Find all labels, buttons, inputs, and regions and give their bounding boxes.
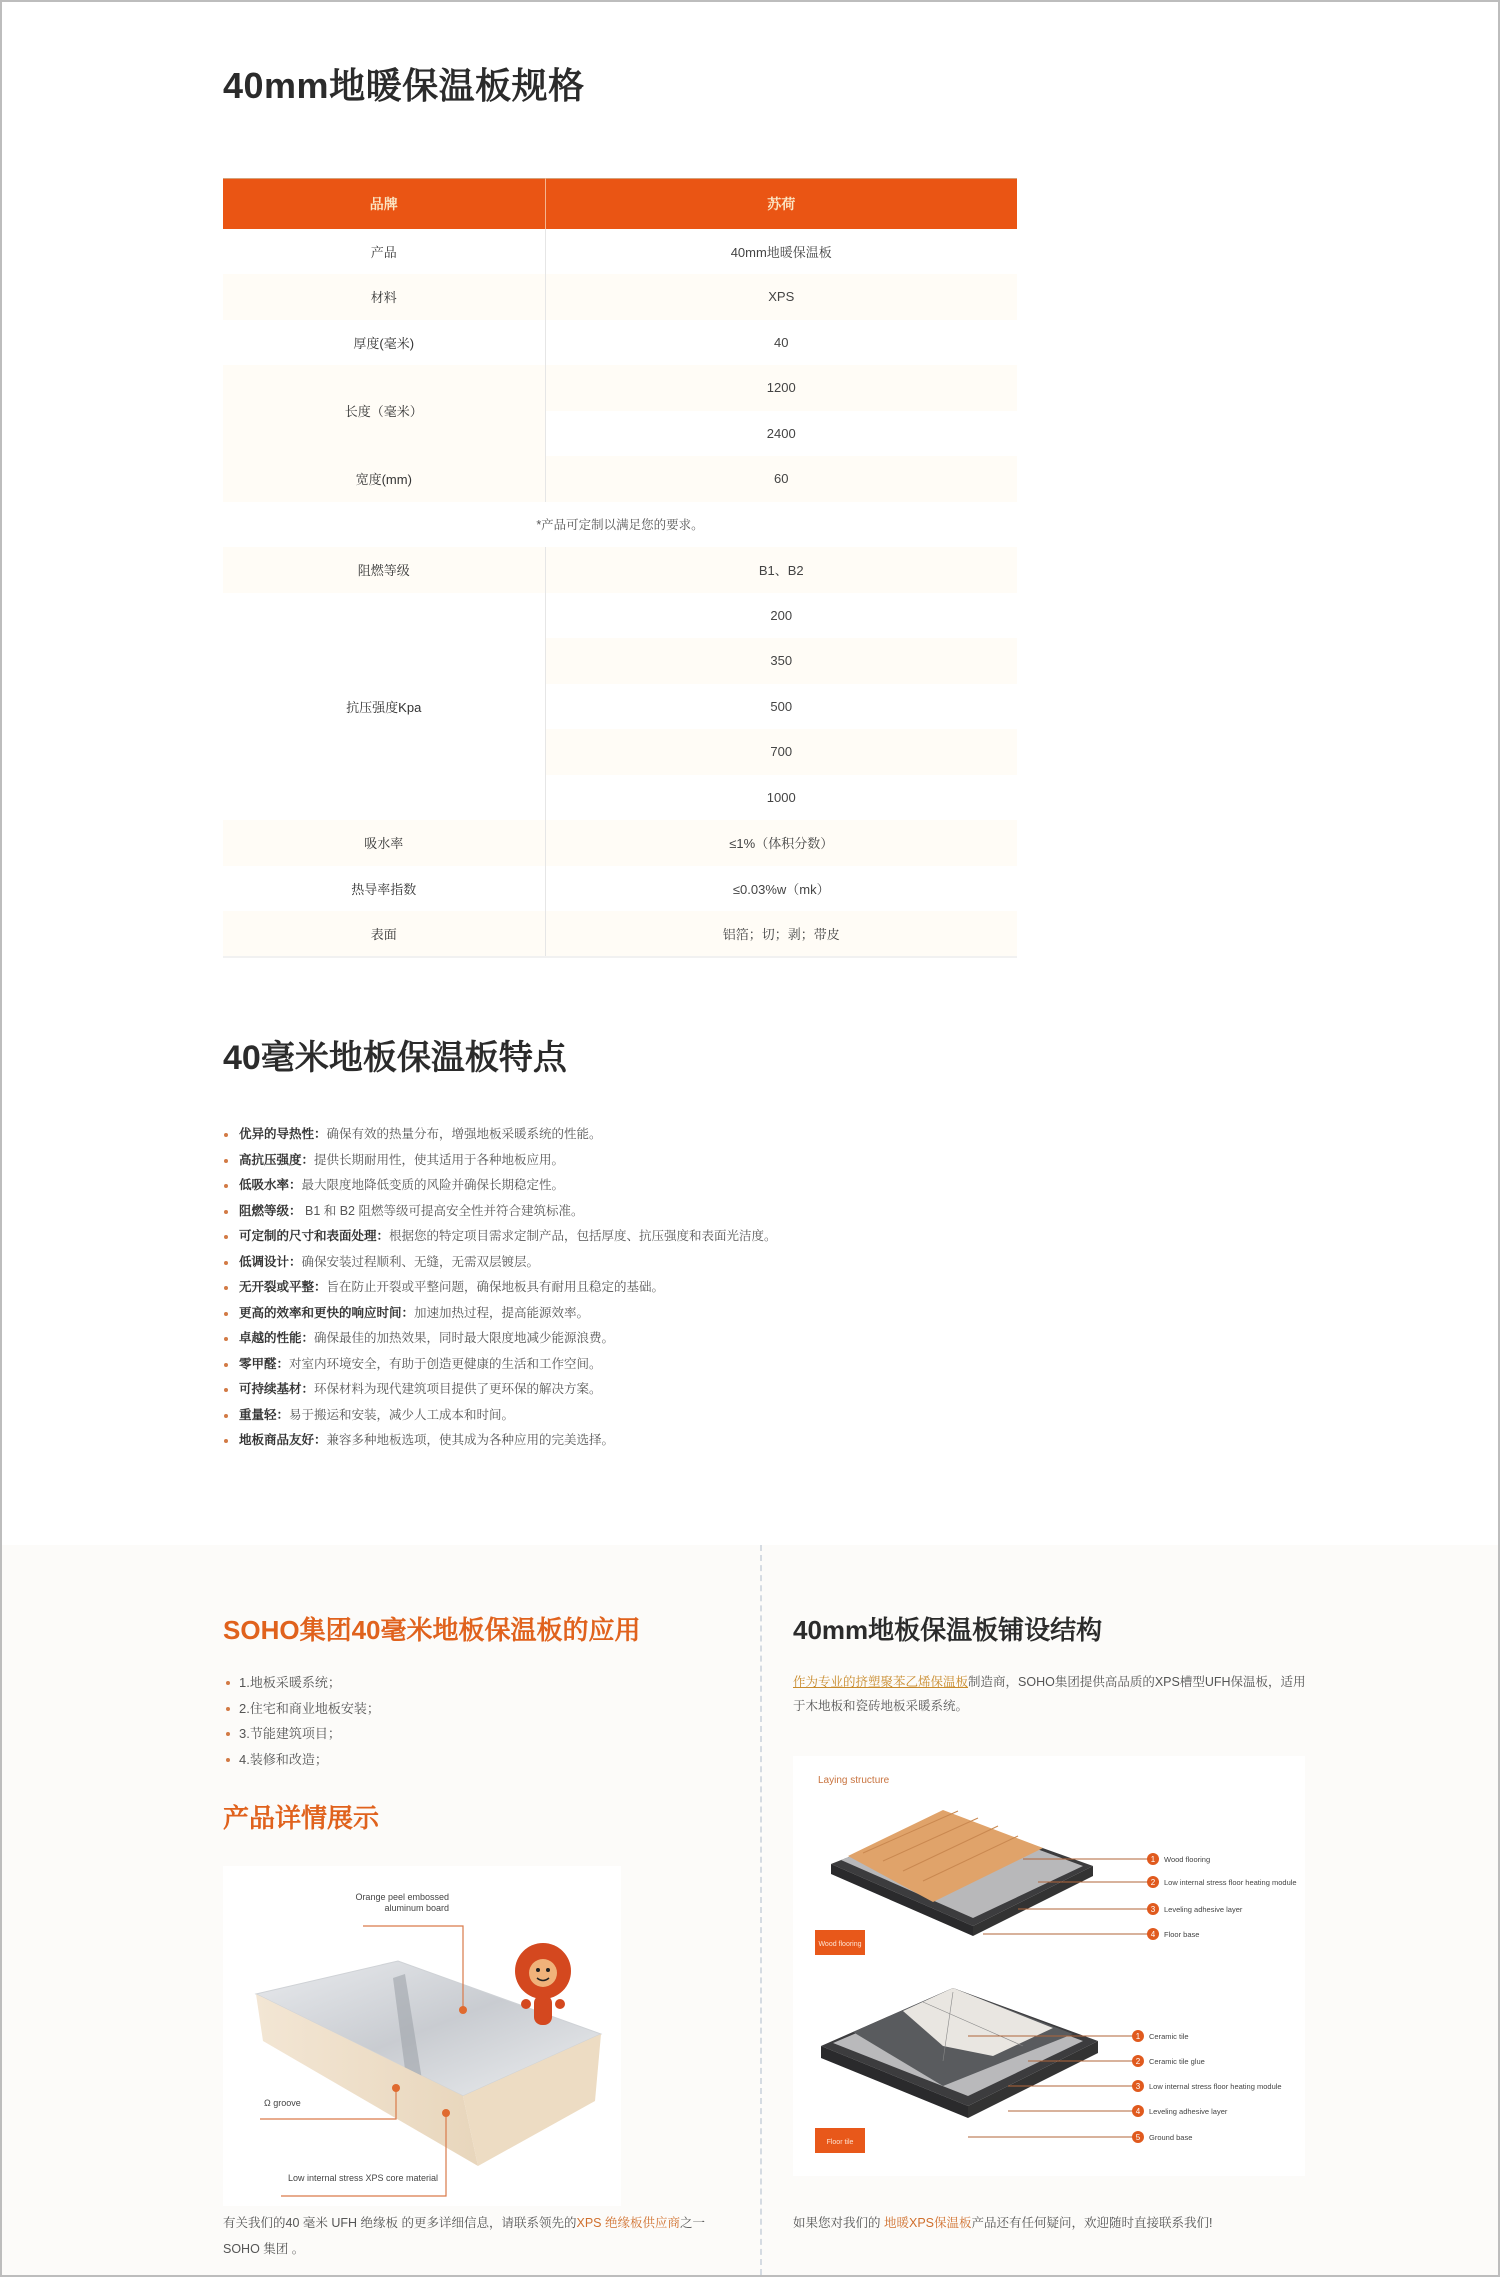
- row-value: 1200: [545, 365, 1017, 411]
- insulation-board-illustration: [223, 1866, 621, 2206]
- feature-item: [223, 1199, 1023, 1225]
- table-note-row: [223, 502, 1017, 548]
- svg-text:2: 2: [1150, 1878, 1156, 1887]
- feature-desc: 环保材料为现代建筑项目提供了更环保的解决方案。: [314, 1382, 602, 1396]
- underfloor-xps-board-link[interactable]: 地暖XPS保温板: [883, 2216, 972, 2230]
- application-item: 1.地板采暖系统；: [223, 1670, 380, 1696]
- table-row: [223, 320, 1017, 366]
- row-label: 阻燃等级: [223, 547, 545, 593]
- product-detail-title: 产品详情展示: [223, 1803, 380, 1833]
- svg-text:Ceramic tile glue: Ceramic tile glue: [1149, 2057, 1205, 2066]
- feature-term: 低调设计：: [239, 1254, 302, 1269]
- feature-term: 卓越的性能：: [239, 1331, 315, 1345]
- table-row: [223, 229, 1017, 275]
- feature-item: [223, 1173, 1023, 1199]
- feature-item: [223, 1250, 1023, 1276]
- row-label: 产品: [223, 229, 545, 275]
- row-value: ≤0.03%w（mk）: [732, 881, 830, 897]
- row-value: 铝箔；切；剥；带皮: [545, 911, 1017, 957]
- feature-item: [223, 1224, 1023, 1250]
- feature-desc: 确保最佳的加热效果，同时最大限度地减少能源浪费。: [314, 1331, 615, 1345]
- svg-text:1: 1: [1150, 1855, 1156, 1864]
- feature-item: [223, 1403, 1023, 1429]
- application-item: 4.装修和改造；: [223, 1747, 380, 1773]
- svg-text:Floor tile: Floor tile: [826, 2139, 854, 2146]
- spec-table: [223, 178, 1017, 958]
- feature-desc: B1 和 B2 阻燃等级可提高安全性并符合建筑标准。: [301, 1203, 584, 1218]
- svg-text:Low internal stress XPS core m: Low internal stress XPS core material: [287, 2173, 438, 2183]
- customization-note: *产品可定制以满足您的要求。: [223, 502, 1017, 548]
- feature-term: 优异的导热性：: [239, 1127, 327, 1141]
- row-label: 长度（毫米）: [223, 365, 545, 456]
- feature-item: [223, 1428, 1023, 1454]
- row-value: 350: [545, 638, 1017, 684]
- svg-text:3: 3: [1135, 2082, 1141, 2091]
- svg-text:Low internal stress floor heat: Low internal stress floor heating module: [1164, 1878, 1297, 1887]
- svg-text:4: 4: [1135, 2107, 1141, 2116]
- row-label: 抗压强度Kpa: [223, 593, 545, 821]
- header-brand: 品牌: [223, 179, 545, 229]
- table-row: [223, 593, 1017, 639]
- xps-board-link[interactable]: 作为专业的挤塑聚苯乙烯保温板: [793, 1675, 969, 1689]
- svg-text:1: 1: [1135, 2032, 1141, 2041]
- laying-structure-desc: 作为专业的挤塑聚苯乙烯保温板制造商，SOHO集团提供高品质的XPS槽型UFH保温板，适用于木地板和瓷砖地板采暖系统。: [793, 1675, 1306, 1713]
- feature-item: [223, 1275, 1023, 1301]
- feature-item: [223, 1352, 1023, 1378]
- row-value: 2400: [766, 425, 796, 441]
- table-row: [223, 820, 1017, 866]
- application-item: 3.节能建筑项目；: [223, 1721, 380, 1747]
- table-row: [223, 911, 1017, 957]
- feature-term: 地板商品友好：: [239, 1433, 327, 1447]
- svg-text:Low internal stress floor heat: Low internal stress floor heating module: [1149, 2082, 1282, 2091]
- feature-term: 零甲醛：: [239, 1356, 290, 1371]
- svg-text:Wood flooring: Wood flooring: [1164, 1855, 1211, 1864]
- svg-text:3: 3: [1150, 1905, 1156, 1914]
- row-value: 40mm地暖保温板: [730, 244, 832, 260]
- laying-structure-title: 40mm地板保温板铺设结构: [793, 1615, 1103, 1645]
- svg-text:Orange peel embossed: Orange peel embossed: [355, 1892, 449, 1902]
- feature-desc: 旨在防止开裂或平整问题，确保地板具有耐用且稳定的基础。: [326, 1280, 665, 1294]
- table-row: [223, 547, 1017, 593]
- xps-supplier-link[interactable]: XPS 绝缘板供应商: [576, 2216, 680, 2230]
- svg-text:Leveling adhesive layer: Leveling adhesive layer: [1164, 1905, 1243, 1914]
- row-value: 40: [774, 334, 789, 350]
- table-row: [223, 274, 1017, 320]
- svg-text:2: 2: [1135, 2057, 1141, 2066]
- feature-desc: 提供长期耐用性，使其适用于各种地板应用。: [314, 1152, 565, 1167]
- application-item: 2.住宅和商业地板安装；: [223, 1696, 380, 1722]
- feature-item: [223, 1122, 1023, 1148]
- row-value: 200: [770, 607, 793, 623]
- row-value: ≤1%（体积分数）: [545, 820, 1017, 866]
- feature-desc: 加速加热过程，提高能源效率。: [414, 1305, 590, 1320]
- floor-tile-diagram: [815, 1988, 1098, 2153]
- row-value: 60: [545, 456, 1017, 502]
- feature-item: [223, 1148, 1023, 1174]
- column-divider: [760, 1545, 762, 2275]
- row-label: 热导率指数: [223, 866, 545, 912]
- table-row: [223, 365, 1017, 411]
- laying-structure-image: [793, 1756, 1305, 2176]
- feature-desc: 对室内环境安全，有助于创造更健康的生活和工作空间。: [289, 1356, 602, 1371]
- svg-text:4: 4: [1150, 1930, 1156, 1939]
- row-label: 厚度(毫米): [223, 320, 545, 366]
- feature-term: 可定制的尺寸和表面处理：: [239, 1229, 390, 1243]
- feature-item: [223, 1301, 1023, 1327]
- feature-term: 高抗压强度：: [239, 1152, 315, 1167]
- table-row: [223, 456, 1017, 502]
- svg-text:Laying structure: Laying structure: [818, 1775, 890, 1786]
- row-label: 吸水率: [223, 820, 545, 866]
- svg-text:Wood flooring: Wood flooring: [818, 1941, 862, 1948]
- svg-text:Ground base: Ground base: [1149, 2133, 1193, 2142]
- spec-title: 40mm地暖保温板规格: [223, 65, 585, 106]
- feature-desc: 最大限度地降低变质的风险并确保长期稳定性。: [301, 1178, 565, 1192]
- feature-desc: 根据您的特定项目需求定制产品，包括厚度、抗压强度和表面光洁度。: [389, 1229, 777, 1243]
- feature-item: [223, 1326, 1023, 1352]
- feature-term: 阻燃等级：: [239, 1203, 302, 1218]
- product-detail-image: [223, 1866, 621, 2206]
- svg-text:Leveling adhesive layer: Leveling adhesive layer: [1149, 2107, 1228, 2116]
- svg-text:Ceramic tile: Ceramic tile: [1149, 2032, 1189, 2041]
- feature-desc: 确保有效的热量分布，增强地板采暖系统的性能。: [326, 1127, 602, 1141]
- feature-term: 更高的效率和更快的响应时间：: [239, 1305, 415, 1320]
- application-title: SOHO集团40毫米地板保温板的应用: [223, 1615, 641, 1645]
- application-list: [223, 1670, 380, 1772]
- svg-text:aluminum board: aluminum board: [384, 1903, 449, 1913]
- feature-term: 无开裂或平整：: [239, 1280, 327, 1294]
- feature-desc: 兼容多种地板选项，使其成为各种应用的完美选择。: [326, 1433, 615, 1447]
- product-detail-caption: 有关我们的40 毫米 UFH 绝缘板 的更多详细信息，请联系领先的XPS 绝缘板供应商之一 SOHO 集团 。: [223, 2216, 706, 2256]
- row-value: XPS: [545, 274, 1017, 320]
- svg-text:Ω groove: Ω groove: [264, 2098, 301, 2108]
- row-value: 1000: [766, 789, 796, 805]
- row-value: 500: [770, 698, 793, 714]
- feature-term: 重量轻：: [239, 1407, 290, 1422]
- spec-table-header: [223, 179, 1017, 229]
- svg-text:5: 5: [1135, 2133, 1141, 2142]
- features-title: 40毫米地板保温板特点: [223, 1039, 567, 1077]
- svg-text:Floor base: Floor base: [1164, 1930, 1200, 1939]
- row-label: 表面: [223, 911, 545, 957]
- header-brand-value: 苏荷: [545, 179, 1017, 229]
- row-value: B1、B2: [545, 547, 1017, 593]
- laying-structure-caption: 如果您对我们的 地暖XPS保温板产品还有任何疑问，欢迎随时直接联系我们!: [793, 2216, 1213, 2230]
- row-label: 材料: [223, 274, 545, 320]
- row-value: 700: [545, 729, 1017, 775]
- feature-desc: 易于搬运和安装，减少人工成本和时间。: [289, 1407, 515, 1422]
- features-list: [223, 1122, 1023, 1454]
- laying-structure-diagram: [793, 1756, 1305, 2176]
- feature-desc: 确保安装过程顺利、无缝，无需双层镀层。: [301, 1254, 540, 1269]
- feature-term: 可持续基材：: [239, 1382, 315, 1396]
- feature-item: [223, 1377, 1023, 1403]
- feature-term: 低吸水率：: [239, 1178, 302, 1192]
- row-label: 宽度(mm): [223, 456, 545, 502]
- table-row: [223, 866, 1017, 912]
